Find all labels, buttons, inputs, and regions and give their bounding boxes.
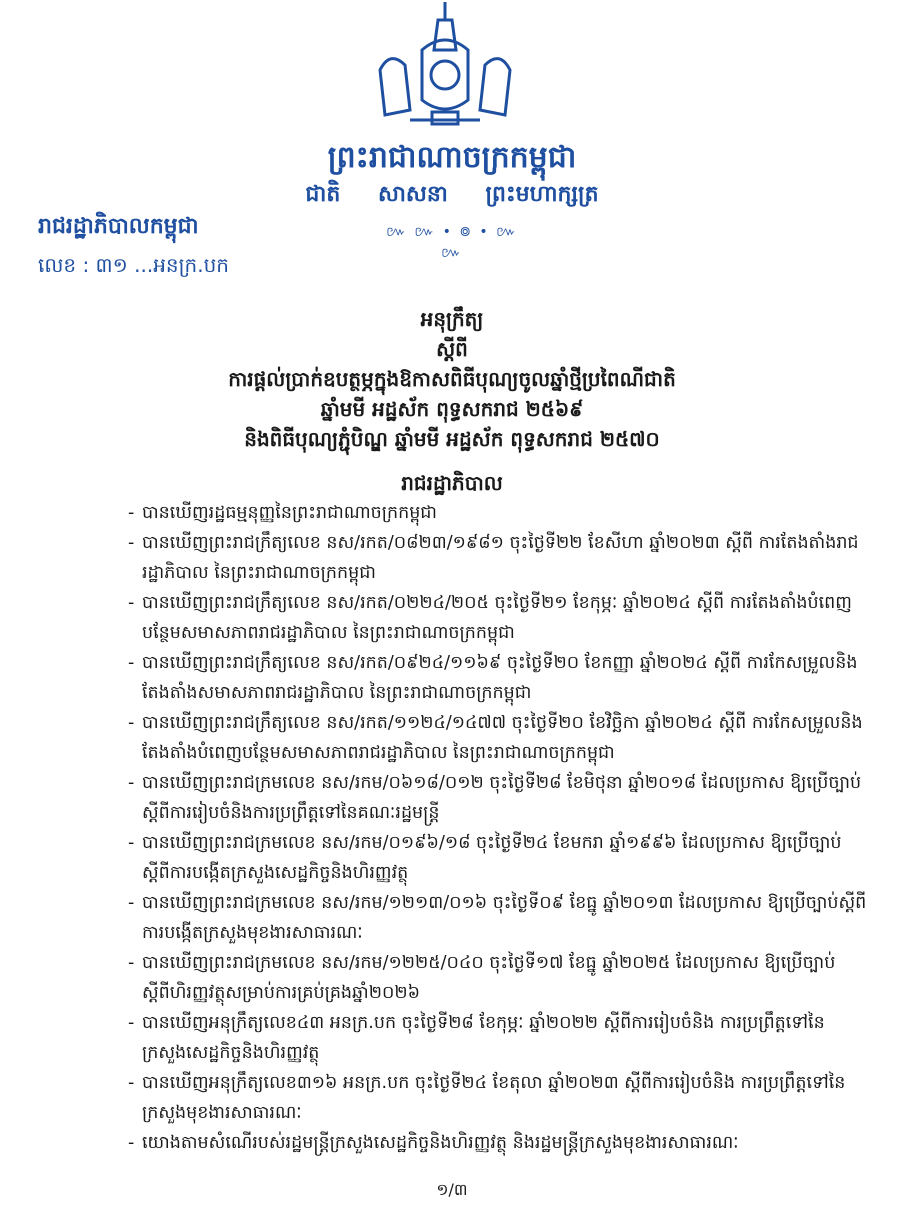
list-dash: - [128, 503, 135, 523]
preamble-item [128, 1068, 868, 1128]
list-dash: - [128, 893, 135, 913]
preamble-item [128, 948, 868, 1008]
preamble-item [128, 828, 868, 888]
preamble-item [128, 768, 868, 828]
preamble-item-text: បានឃើញអនុក្រឹត្យលេខ៣១៦ អនក្រ.បក ចុះថ្ងៃទី២៤ ខែតុលា ឆ្នាំ២០២៣ ស្តីពីការរៀបចំនិង ការប្រព្រឹត្តទៅនៃក្រសួងមុខងារសាធារណៈ [142, 1073, 846, 1123]
issuer-heading: រាជរដ្ឋាភិបាល [401, 471, 503, 495]
preamble-list [128, 498, 868, 1158]
kingdom-heading: ព្រះរាជាណាចក្រកម្ពុជា [327, 140, 577, 175]
preamble-item-text: បានឃើញព្រះរាជក្រមលេខ នស/រកម/០៦១៨/០១២ ចុះថ្ងៃទី២៨ ខែមិថុនា ឆ្នាំ២០១៨ ដែលប្រកាស ឱ្យប្រើច្បាប់ស្តីពីការរៀបចំនិងការប្រព្រឹត្តទៅនៃគណៈរដ្ឋមន្ត្រី [142, 773, 862, 823]
list-dash: - [128, 773, 135, 793]
government-name: រាជរដ្ឋាភិបាលកម្ពុជា [38, 214, 199, 239]
title-line-1: ការផ្តល់ប្រាក់ឧបត្ថម្ភក្នុងឱកាសពិធីបុណ្យចូលឆ្នាំថ្មីប្រពៃណីជាតិ [228, 367, 676, 391]
national-motto: ជាតិ សាសនា ព្រះមហាក្សត្រ [305, 182, 599, 207]
preamble-item-text: បានឃើញព្រះរាជក្រឹត្យលេខ នស/រកត/០៩២៤/១១៦៩ ចុះថ្ងៃទី២០ ខែកញ្ញា ឆ្នាំ២០២៤ ស្តីពី ការកែសម្រួលនិងតែងតាំងសមាសភាពរាជរដ្ឋាភិបាល នៃព្រះរាជាណាចក្រកម្ពុជា [142, 653, 858, 703]
preamble-item [128, 528, 868, 588]
preamble-item-text: យោងតាមសំណើរបស់រដ្ឋមន្ត្រីក្រសួងសេដ្ឋកិច្ចនិងហិរញ្ញវត្ថុ និងរដ្ឋមន្ត្រីក្រសួងមុខងារសាធារណៈ [142, 1133, 739, 1153]
document-type: អនុក្រឹត្យ [420, 307, 484, 331]
page-number: ១/៣ [436, 1180, 468, 1199]
preamble-item-text: បានឃើញរដ្ឋធម្មនុញ្ញនៃព្រះរាជាណាចក្រកម្ពុជា [142, 503, 437, 523]
preamble-item-text: បានឃើញព្រះរាជក្រមលេខ នស/រកម/១២២៥/០៤០ ចុះថ្ងៃទី១៧ ខែធ្នូ ឆ្នាំ២០២៥ ដែលប្រកាស ឱ្យប្រើច្បាប់ស្តីពីហិរញ្ញវត្ថុសម្រាប់ការគ្រប់គ្រងឆ្នាំ២០២៦ [142, 953, 836, 1003]
list-dash: - [128, 833, 135, 853]
title-line-3: និងពិធីបុណ្យភ្ជុំបិណ្ឌ ឆ្នាំមមី អដ្ឋស័ក ពុទ្ធសករាជ ២៥៧០ [244, 427, 660, 451]
list-dash: - [128, 1013, 135, 1033]
preamble-item-text: បានឃើញព្រះរាជក្រឹត្យលេខ នស/រកត/១១២៤/១៤៧៧ ចុះថ្ងៃទី២០ ខែវិច្ឆិកា ឆ្នាំ២០២៤ ស្តីពី ការកែសម្រួលនិងតែងតាំងបំពេញបន្ថែមសមាសភាពរាជរដ្ឋាភិបាល នៃព្រះរាជាណាចក្រកម្ពុជា [142, 713, 863, 763]
preamble-item [128, 1128, 868, 1158]
title-block [0, 304, 904, 498]
list-dash: - [128, 533, 135, 553]
title-line-2: ឆ្នាំមមី អដ្ឋស័ក ពុទ្ធសករាជ ២៥៦៩ [320, 397, 584, 421]
list-dash: - [128, 1073, 135, 1093]
preamble-item-text: បានឃើញព្រះរាជក្រមលេខ នស/រកម/១២១៣/០១៦ ចុះថ្ងៃទី០៩ ខែធ្នូ ឆ្នាំ២០១៣ ដែលប្រកាស ឱ្យប្រើច្បាប់ស្តីពីការបង្កើតក្រសួងមុខងារសាធារណៈ [142, 893, 867, 943]
list-dash: - [128, 1133, 135, 1153]
ornament-divider: ៚ ៚ • ៙ • ៚ ៚ [386, 224, 518, 261]
list-dash: - [128, 953, 135, 973]
preamble-item-text: បានឃើញព្រះរាជក្រមលេខ នស/រកម/០១៩៦/១៨ ចុះថ្ងៃទី២៤ ខែមករា ឆ្នាំ១៩៩៦ ដែលប្រកាស ឱ្យប្រើច្បាប់ស្តីពីការបង្កើតក្រសួងសេដ្ឋកិច្ចនិងហិរញ្ញវត្ថុ [142, 833, 842, 883]
preamble-item [128, 708, 868, 768]
preamble-item-text: បានឃើញព្រះរាជក្រឹត្យលេខ នស/រកត/០៨២៣/១៩៨១ ចុះថ្ងៃទី២២ ខែសីហា ឆ្នាំ២០២៣ ស្តីពី ការតែងតាំងរាជរដ្ឋាភិបាល នៃព្រះរាជាណាចក្រកម្ពុជា [142, 533, 859, 583]
preamble-item [128, 1008, 868, 1068]
list-dash: - [128, 653, 135, 673]
preamble-item [128, 648, 868, 708]
preamble-item [128, 588, 868, 648]
royal-coat-of-arms-emblem [360, 0, 530, 132]
preamble-item-text: បានឃើញអនុក្រឹត្យលេខ៤៣ អនក្រ.បក ចុះថ្ងៃទី២៨ ខែកុម្ភៈ ឆ្នាំ២០២២ ស្តីពីការរៀបចំនិង ការប្រព្រឹត្តទៅនៃក្រសួងសេដ្ឋកិច្ចនិងហិរញ្ញវត្ថុ [142, 1013, 825, 1063]
list-dash: - [128, 713, 135, 733]
title-about: ស្តីពី [436, 337, 468, 361]
preamble-item [128, 888, 868, 948]
preamble-item-text: បានឃើញព្រះរាជក្រឹត្យលេខ នស/រកត/០២២៤/២០៥ ចុះថ្ងៃទី២១ ខែកុម្ភៈ ឆ្នាំ២០២៤ ស្តីពី ការតែងតាំងបំពេញបន្ថែមសមាសភាពរាជរដ្ឋាភិបាល នៃព្រះរាជាណាចក្រកម្ពុជា [142, 593, 852, 643]
list-dash: - [128, 593, 135, 613]
reference-number: លេខ : ៣១ ...អនក្រ.បក [38, 253, 229, 277]
preamble-item [128, 498, 868, 528]
